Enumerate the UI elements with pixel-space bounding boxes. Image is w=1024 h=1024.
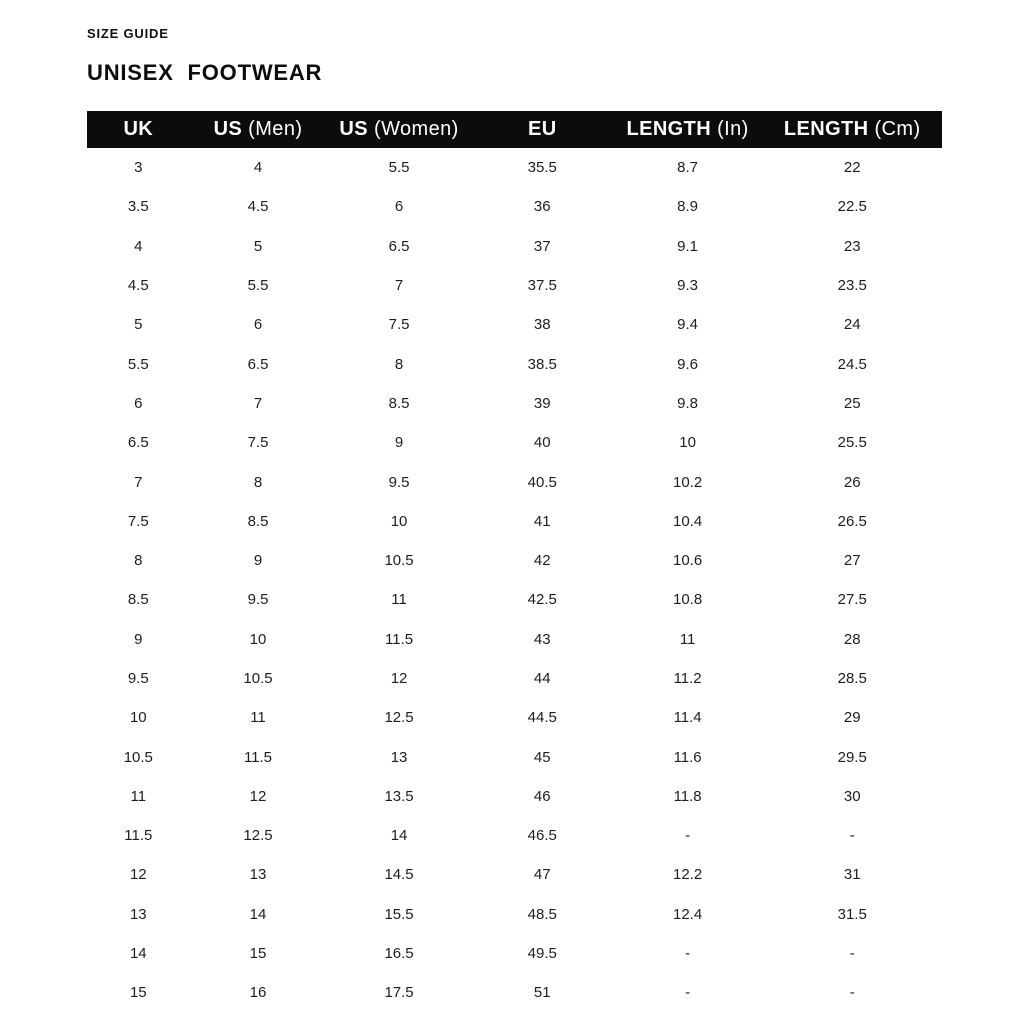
cell-length-in: 9.1 — [677, 237, 699, 255]
cell-length-in: 11.8 — [673, 787, 702, 805]
table-row — [87, 305, 942, 344]
table-row — [87, 384, 942, 423]
cell-us-men: 5.5 — [247, 277, 269, 295]
cell-us-women: 11 — [391, 591, 407, 609]
cell-eu: 37 — [533, 237, 551, 255]
cell-length-in: 8.7 — [677, 159, 699, 177]
cell-uk: 3 — [134, 159, 143, 177]
cell-length-cm: 30 — [843, 787, 861, 805]
cell-length-cm: 26.5 — [837, 512, 867, 530]
cell-length-cm: - — [849, 827, 855, 845]
cell-eu: 44.5 — [527, 709, 557, 727]
column-header-main: US — [213, 118, 243, 140]
cell-length-cm: 31 — [843, 866, 861, 884]
cell-us-women: 17.5 — [384, 984, 414, 1002]
table-row — [87, 423, 942, 462]
table-row — [87, 187, 942, 226]
cell-length-cm: 25 — [843, 394, 861, 412]
cell-length-in: 12.2 — [673, 866, 703, 884]
cell-length-in: 8.9 — [677, 198, 699, 216]
table-row — [87, 737, 942, 776]
column-header-main: EU — [527, 118, 557, 140]
column-header-main: LENGTH — [783, 118, 869, 140]
cell-length-cm: 24 — [843, 316, 861, 334]
cell-eu: 42 — [533, 552, 551, 570]
cell-length-cm: 24.5 — [837, 355, 867, 373]
cell-us-women: 10.5 — [384, 552, 414, 570]
cell-us-women: 11.5 — [385, 630, 414, 648]
table-body — [87, 148, 942, 1013]
cell-length-cm: 31.5 — [837, 905, 867, 923]
cell-us-men: 11.5 — [243, 748, 273, 766]
cell-us-men: 13 — [249, 866, 267, 884]
table-row — [87, 227, 942, 266]
cell-us-women: 14.5 — [384, 866, 414, 884]
cell-us-men: 14 — [249, 905, 267, 923]
cell-eu: 37.5 — [527, 277, 557, 295]
cell-eu: 40 — [533, 434, 551, 452]
cell-uk: 7.5 — [127, 512, 149, 530]
table-row — [87, 973, 942, 1012]
cell-length-in: 10.2 — [673, 473, 703, 491]
cell-uk: 11.5 — [124, 827, 153, 845]
table-row — [87, 895, 942, 934]
cell-uk: 5 — [134, 316, 143, 334]
column-header-main: LENGTH — [626, 118, 712, 140]
cell-length-in: 10.4 — [673, 512, 703, 530]
cell-length-cm: 22.5 — [837, 198, 867, 216]
cell-us-women: 9 — [394, 434, 404, 452]
cell-uk: 6 — [134, 394, 143, 412]
cell-us-women: 14 — [390, 827, 408, 845]
cell-eu: 46.5 — [527, 827, 557, 845]
cell-us-women: 7 — [394, 277, 404, 295]
column-header-length-in — [613, 111, 763, 148]
cell-us-men: 11 — [250, 709, 266, 727]
table-row — [87, 344, 942, 383]
cell-us-women: 12 — [390, 670, 408, 687]
table-row — [87, 659, 942, 698]
cell-uk: 10 — [129, 709, 147, 727]
cell-us-women: 8.5 — [388, 394, 410, 412]
cell-length-in: - — [685, 984, 691, 1002]
column-header-length-cm — [762, 111, 942, 148]
cell-length-in: 11.4 — [673, 709, 702, 727]
column-header-us-men — [190, 111, 327, 148]
cell-eu: 36 — [533, 198, 551, 216]
table-row — [87, 816, 942, 855]
cell-length-cm: 28.5 — [837, 670, 867, 687]
cell-uk: 9 — [134, 630, 143, 648]
cell-us-men: 6.5 — [247, 355, 269, 373]
table-row — [87, 541, 942, 580]
cell-length-cm: - — [849, 984, 855, 1002]
cell-uk: 8.5 — [127, 591, 149, 609]
cell-length-in: 11.6 — [673, 748, 702, 766]
cell-length-cm: 23.5 — [837, 277, 867, 295]
cell-eu: 49.5 — [527, 945, 557, 963]
cell-length-cm: 29 — [843, 709, 861, 727]
cell-length-cm: 28 — [843, 630, 861, 648]
cell-eu: 38 — [533, 316, 551, 334]
cell-us-men: 7.5 — [247, 434, 269, 452]
cell-us-men: 9 — [253, 552, 263, 570]
column-header-main: UK — [123, 118, 154, 140]
cell-us-men: 5 — [253, 237, 263, 255]
cell-uk: 14 — [129, 945, 147, 963]
cell-eu: 39 — [533, 394, 551, 412]
cell-us-women: 10 — [390, 512, 408, 530]
table-row — [87, 148, 942, 187]
cell-length-in: 9.6 — [677, 355, 699, 373]
column-header-us-women — [326, 111, 471, 148]
column-header-qualifier: (Women) — [374, 118, 459, 140]
cell-us-men: 9.5 — [247, 591, 269, 609]
cell-uk: 5.5 — [127, 355, 149, 373]
table-row — [87, 934, 942, 973]
cell-us-men: 6 — [253, 316, 263, 334]
table-header-row — [87, 111, 942, 148]
cell-us-men: 8.5 — [247, 512, 269, 530]
cell-uk: 3.5 — [127, 198, 149, 216]
cell-uk: 12 — [129, 866, 147, 884]
cell-length-in: 12.4 — [673, 905, 703, 923]
cell-us-men: 15 — [249, 945, 267, 963]
cell-us-men: 16 — [249, 984, 267, 1002]
cell-eu: 47 — [533, 866, 551, 884]
cell-length-in: 9.8 — [677, 394, 699, 412]
cell-us-women: 9.5 — [388, 473, 410, 491]
column-header-qualifier: (In) — [717, 118, 749, 140]
cell-eu: 42.5 — [527, 591, 557, 609]
cell-length-in: 10 — [679, 434, 696, 452]
cell-length-in: 10.8 — [673, 591, 703, 609]
cell-us-women: 5.5 — [388, 159, 410, 177]
cell-us-women: 16.5 — [384, 945, 414, 963]
cell-length-in: - — [685, 945, 691, 963]
cell-uk: 4 — [134, 237, 143, 255]
cell-eu: 45 — [533, 748, 551, 766]
table-row — [87, 502, 942, 541]
cell-length-cm: 27 — [843, 552, 861, 570]
cell-length-in: 9.3 — [677, 277, 699, 295]
cell-eu: 38.5 — [527, 355, 557, 373]
cell-length-cm: 22 — [843, 159, 861, 177]
cell-us-women: 6 — [394, 198, 404, 216]
cell-us-men: 10.5 — [243, 670, 273, 687]
table-row — [87, 580, 942, 619]
size-guide-label: SIZE GUIDE — [87, 26, 169, 41]
cell-eu: 48.5 — [527, 905, 557, 923]
table-row — [87, 777, 942, 816]
cell-length-in: 10.6 — [673, 552, 703, 570]
cell-us-men: 7 — [253, 394, 263, 412]
cell-uk: 15 — [129, 984, 147, 1002]
cell-us-men: 12 — [249, 787, 267, 805]
cell-eu: 41 — [533, 512, 551, 530]
cell-eu: 43 — [533, 630, 551, 648]
cell-length-in: - — [685, 827, 691, 845]
cell-us-men: 10 — [249, 630, 267, 648]
cell-length-in: 11 — [679, 630, 696, 648]
cell-uk: 11 — [130, 787, 147, 805]
cell-us-men: 12.5 — [243, 827, 273, 845]
cell-uk: 4.5 — [127, 277, 149, 295]
column-header-eu — [472, 111, 613, 148]
cell-us-women: 13 — [390, 748, 408, 766]
cell-eu: 51 — [533, 984, 551, 1002]
cell-uk: 7 — [134, 473, 143, 491]
cell-us-women: 15.5 — [384, 905, 414, 923]
cell-us-women: 13.5 — [384, 787, 414, 805]
cell-uk: 6.5 — [127, 434, 149, 452]
table-row — [87, 266, 942, 305]
cell-eu: 35.5 — [527, 159, 557, 177]
cell-us-men: 4.5 — [247, 198, 269, 216]
cell-length-cm: 23 — [843, 237, 861, 255]
table-row — [87, 462, 942, 501]
table-row — [87, 620, 942, 659]
cell-uk: 8 — [134, 552, 143, 570]
column-header-main: US — [339, 118, 369, 140]
cell-eu: 46 — [533, 787, 551, 805]
cell-us-women: 7.5 — [388, 316, 410, 334]
cell-length-cm: 27.5 — [837, 591, 867, 609]
cell-length-cm: 26 — [843, 473, 861, 491]
cell-length-in: 11.2 — [673, 670, 702, 687]
cell-eu: 44 — [533, 670, 551, 687]
cell-us-women: 12.5 — [384, 709, 414, 727]
page-title: UNISEX FOOTWEAR — [87, 60, 323, 85]
table-row — [87, 855, 942, 894]
cell-us-women: 6.5 — [388, 237, 410, 255]
cell-us-men: 8 — [253, 473, 263, 491]
column-header-uk — [87, 111, 190, 148]
cell-eu: 40.5 — [527, 473, 557, 491]
cell-length-in: 9.4 — [677, 316, 699, 334]
table-row — [87, 698, 942, 737]
column-header-qualifier: (Men) — [248, 118, 303, 140]
cell-us-women: 8 — [394, 355, 404, 373]
column-header-qualifier: (Cm) — [874, 118, 921, 140]
cell-length-cm: - — [849, 945, 855, 963]
size-chart-table — [87, 111, 942, 1013]
cell-uk: 10.5 — [123, 748, 153, 766]
cell-us-men: 4 — [253, 159, 263, 177]
cell-length-cm: 25.5 — [837, 434, 867, 452]
cell-length-cm: 29.5 — [837, 748, 867, 766]
cell-uk: 13 — [129, 905, 147, 923]
cell-uk: 9.5 — [127, 670, 149, 687]
